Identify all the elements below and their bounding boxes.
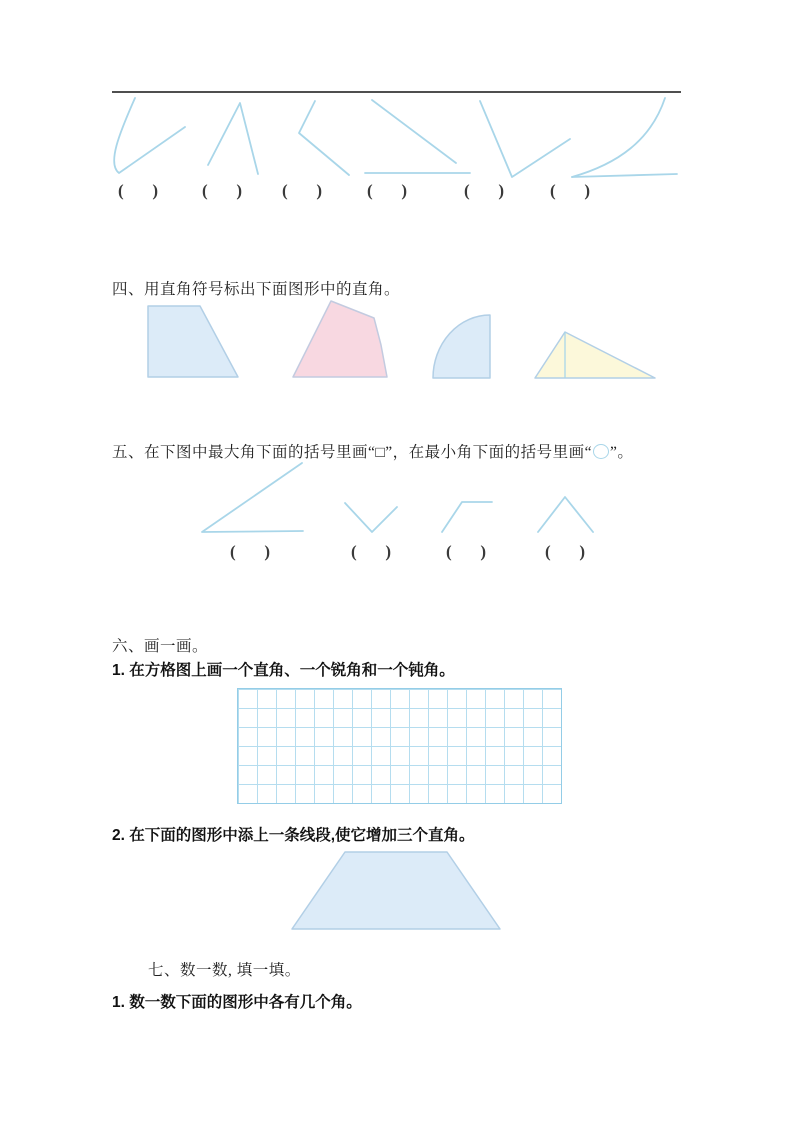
judge-figure-acute-peak — [200, 96, 262, 178]
section-seven-title: 七、数一数, 填一填。 — [148, 962, 301, 979]
bracket-close: ) — [584, 181, 590, 200]
answer-brackets — [230, 542, 270, 562]
bracket-open: ( — [464, 181, 470, 200]
bracket-open: ( — [118, 181, 124, 200]
bracket-close: ) — [152, 181, 158, 200]
section-four-shapes — [140, 296, 670, 386]
trapezoid-shape — [285, 848, 510, 934]
section-divider-line — [112, 91, 681, 93]
quarter-circle-shape — [433, 315, 490, 378]
triangle-with-altitude-shape — [535, 332, 655, 378]
judge-figure-open-left-angle — [290, 96, 354, 178]
bracket-open: ( — [230, 542, 236, 561]
bracket-open: ( — [545, 542, 551, 561]
section-five-title-part1: 五、在下图中最大角下面的括号里画“□”，在最小角下面的括号里画“ — [112, 444, 593, 461]
bracket-close: ) — [264, 542, 270, 561]
section-six-item2: 2. 在下面的图形中添上一条线段,使它增加三个直角。 — [112, 827, 475, 844]
section-six-title: 六、画一画。 — [112, 638, 209, 655]
compare-angle-small-acute — [202, 463, 303, 532]
bracket-open: ( — [282, 181, 288, 200]
answer-brackets — [351, 542, 391, 562]
answer-brackets — [202, 181, 242, 201]
judge-figure-curved-v — [105, 94, 195, 179]
bracket-open: ( — [446, 542, 452, 561]
answer-brackets — [282, 181, 322, 201]
section-seven-item1: 1. 数一数下面的图形中各有几个角。 — [112, 994, 362, 1011]
section-five-title-part2: ”。 — [610, 444, 634, 461]
bracket-close: ) — [579, 542, 585, 561]
drawing-grid — [237, 688, 562, 804]
bracket-open: ( — [550, 181, 556, 200]
section-five-figures — [195, 458, 605, 538]
bracket-open: ( — [367, 181, 373, 200]
section-six-item1: 1. 在方格图上画一个直角、一个锐角和一个钝角。 — [112, 662, 455, 679]
compare-angle-v — [345, 503, 397, 532]
answer-brackets — [550, 181, 590, 201]
pink-quadrilateral-shape — [293, 301, 387, 377]
answer-brackets — [464, 181, 504, 201]
right-trapezoid-shape — [148, 306, 238, 377]
judge-figure-separate-lines — [358, 96, 473, 178]
judge-figure-curved-ray — [563, 96, 681, 181]
answer-brackets — [118, 181, 158, 201]
bracket-close: ) — [385, 542, 391, 561]
compare-angle-obtuse — [442, 502, 492, 532]
section-four-title: 四、用直角符号标出下面图形中的直角。 — [112, 281, 401, 298]
bracket-open: ( — [202, 181, 208, 200]
bracket-close: ) — [236, 181, 242, 200]
answer-brackets — [367, 181, 407, 201]
answer-brackets — [446, 542, 486, 562]
judge-figure-v-angle — [472, 96, 574, 181]
bracket-close: ) — [480, 542, 486, 561]
bracket-close: ) — [498, 181, 504, 200]
bracket-open: ( — [351, 542, 357, 561]
circle-icon — [593, 444, 609, 459]
compare-angle-peak — [538, 497, 593, 532]
answer-brackets — [545, 542, 585, 562]
bracket-close: ) — [316, 181, 322, 200]
bracket-close: ) — [401, 181, 407, 200]
